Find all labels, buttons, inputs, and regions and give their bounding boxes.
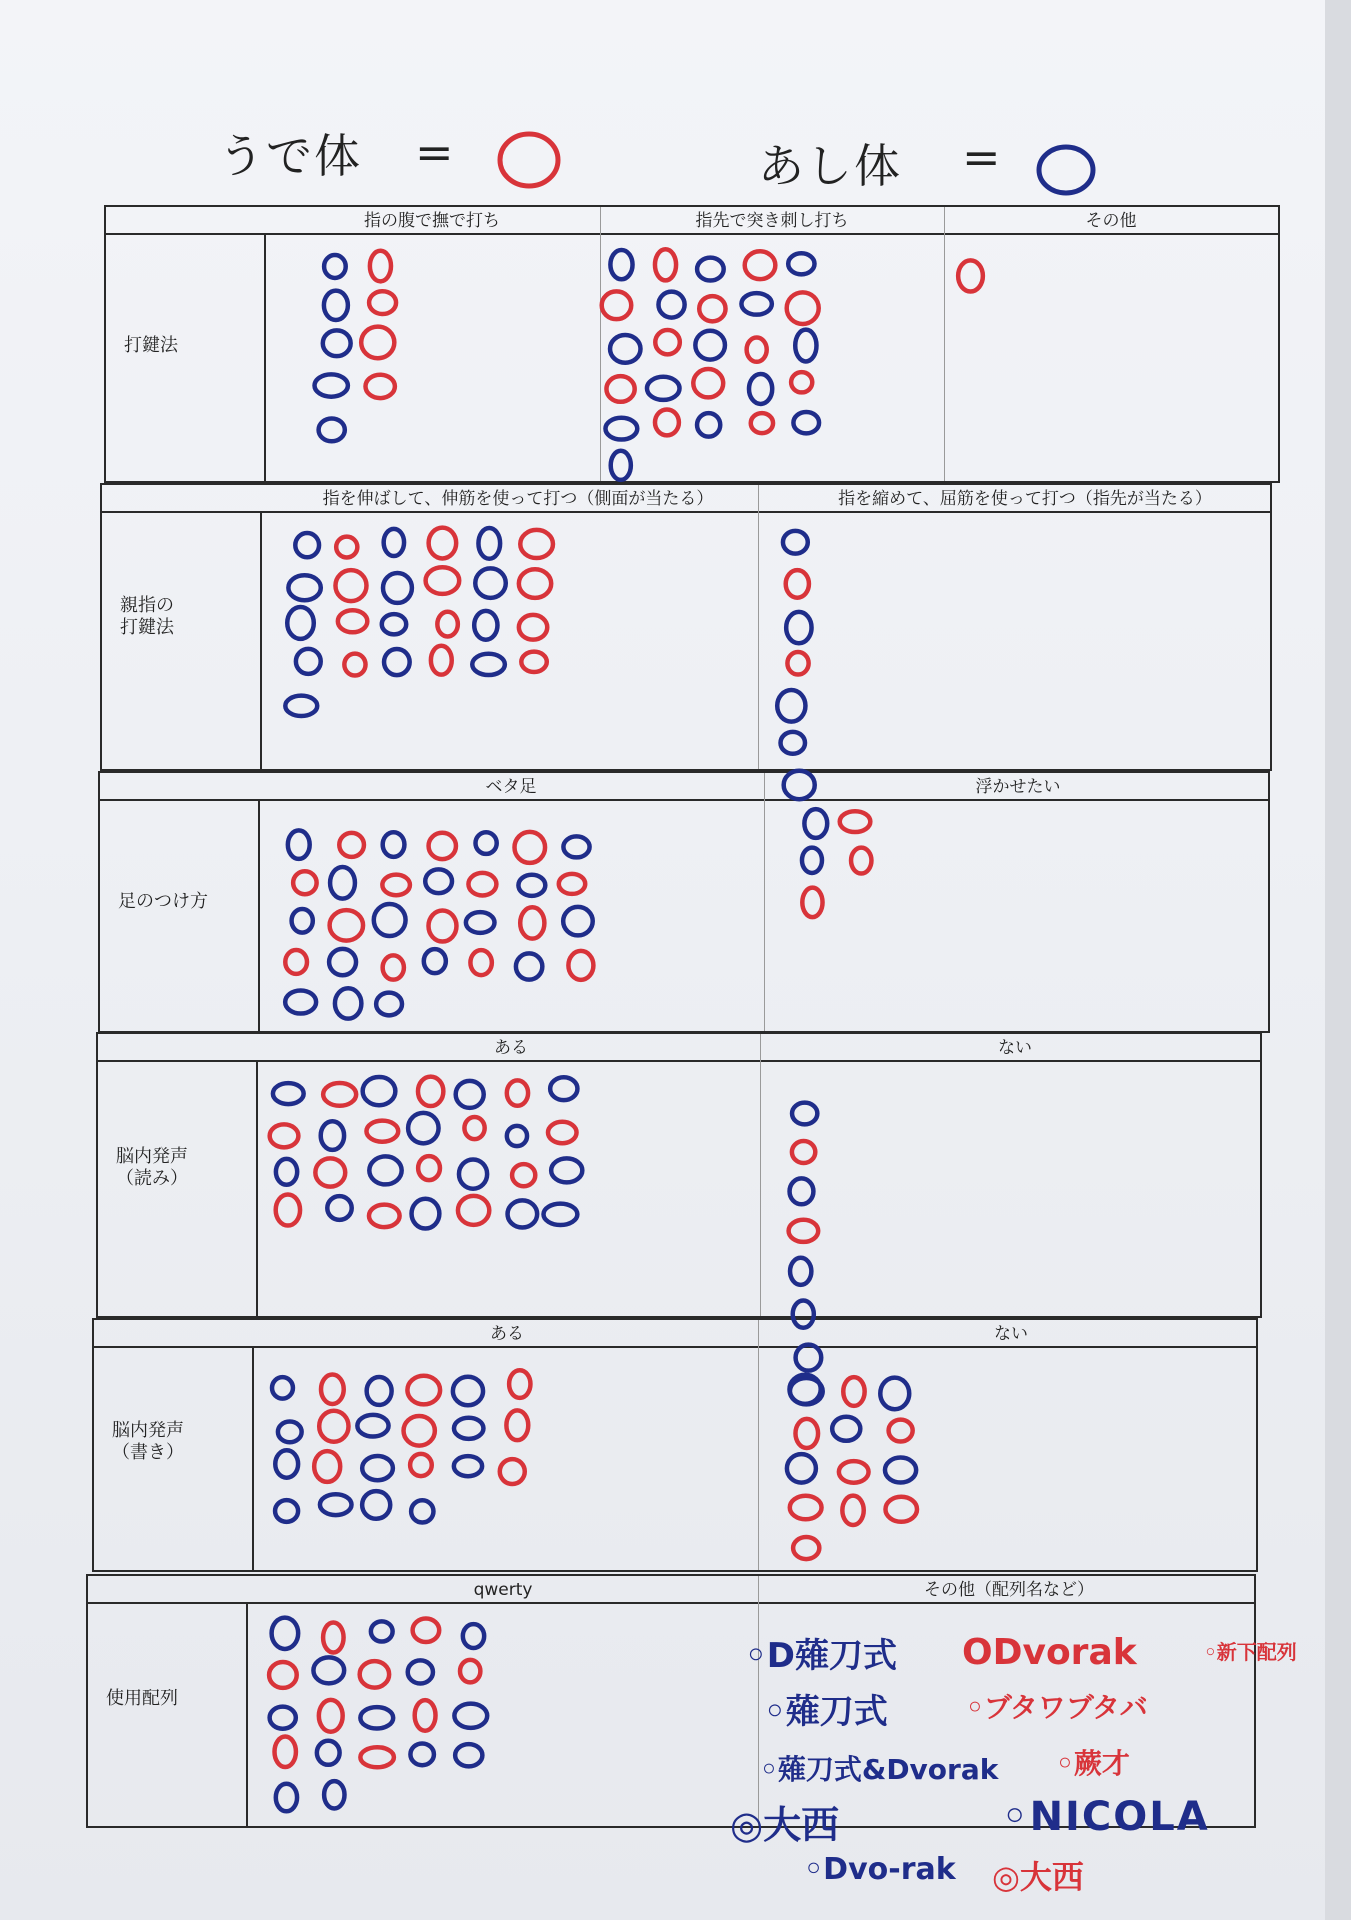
legend-arm-label: うで体 — [218, 129, 362, 183]
paper-edge-shadow — [1325, 0, 1351, 1920]
column-header: ベタ足 — [485, 777, 537, 797]
section-label: 使用配列 — [106, 1688, 178, 1709]
section-label: 打鍵法 — [124, 335, 178, 356]
section-header-row — [264, 207, 1278, 235]
section-header-blank — [102, 485, 260, 513]
column-header: その他 — [1085, 211, 1137, 231]
section-header-row — [258, 773, 1268, 801]
column-divider — [760, 1034, 761, 1316]
section-label-cell — [106, 233, 266, 481]
column-header: ある — [494, 1038, 528, 1058]
section-header-row — [252, 1320, 1256, 1348]
section-header-row — [256, 1034, 1260, 1062]
handwritten-entry: ODvorak — [962, 1632, 1137, 1673]
section-header-row — [246, 1576, 1254, 1604]
section-label-cell — [88, 1602, 248, 1826]
section-label-cell — [100, 799, 260, 1031]
section-header-blank — [100, 773, 258, 801]
column-divider — [944, 207, 945, 481]
handwritten-entry: ◎大西 — [730, 1803, 840, 1847]
column-header: その他（配列名など） — [924, 1580, 1094, 1600]
section-foot — [98, 771, 1270, 1033]
section-header-blank — [94, 1320, 252, 1348]
column-header: 指先で突き刺し打ち — [695, 211, 849, 231]
section-keystroke — [104, 205, 1280, 483]
column-divider — [758, 1320, 759, 1570]
column-header: ない — [994, 1324, 1028, 1344]
section-header-blank — [98, 1034, 256, 1062]
section-header-blank — [88, 1576, 246, 1604]
handwritten-entry: ◦薙刀式 — [764, 1692, 888, 1732]
section-inner-voice-read — [96, 1032, 1262, 1318]
legend-arm-equals: = — [415, 125, 454, 179]
handwritten-entry: ◦薙刀式&Dvorak — [760, 1753, 999, 1786]
section-label: 親指の 打鍵法 — [120, 595, 174, 638]
handwritten-entry: ◦蕨才 — [1056, 1747, 1130, 1780]
handwritten-entry: ◦新下配列 — [1204, 1640, 1297, 1664]
column-header: 指を縮めて、屈筋を使って打つ（指先が当たる） — [838, 489, 1212, 509]
column-divider — [600, 207, 601, 481]
section-label: 脳内発声 （書き） — [112, 1420, 184, 1463]
legend-leg-label: あし体 — [758, 139, 902, 193]
section-label-cell — [102, 511, 262, 769]
section-inner-voice-write — [92, 1318, 1258, 1572]
column-header: 指を伸ばして、伸筋を使って打つ（側面が当たる） — [322, 489, 714, 509]
handwritten-entry: ◦ブタワブタバ — [966, 1691, 1148, 1724]
legend-leg-equals: = — [962, 130, 1001, 184]
handwritten-entry: ◦NICOLA — [1002, 1794, 1210, 1840]
column-header: 指の腹で撫で打ち — [364, 211, 500, 231]
column-header: 浮かせたい — [975, 777, 1061, 797]
handwritten-entry: ◎大西 — [992, 1858, 1084, 1896]
section-header-blank — [106, 207, 264, 235]
handwritten-entry: ◦D薙刀式 — [745, 1636, 897, 1676]
section-thumb — [100, 483, 1272, 771]
handwritten-entry: ◦Dvo-rak — [804, 1852, 956, 1887]
column-header: ある — [490, 1324, 524, 1344]
column-divider — [758, 485, 759, 769]
column-divider — [758, 1576, 759, 1826]
column-header: ない — [998, 1038, 1032, 1058]
section-header-row — [260, 485, 1270, 513]
section-label: 足のつけ方 — [118, 891, 208, 912]
column-divider — [764, 773, 765, 1031]
column-header: qwerty — [473, 1580, 533, 1600]
section-label: 脳内発声 （読み） — [116, 1146, 188, 1189]
